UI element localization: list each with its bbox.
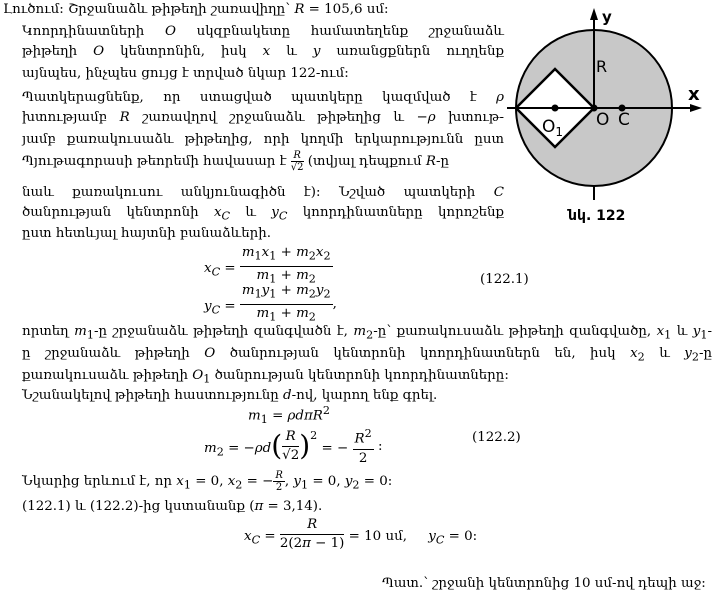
figure-caption: նկ. 122 (568, 208, 626, 224)
eq-1221-number: (122.1) (480, 272, 529, 287)
para3-line2: խտությամբ R շառավղով շրջանաձև թիթեղից և −ρ խտութ- (22, 110, 504, 125)
figure-122 (506, 4, 706, 204)
label-O1: $O_1$ (542, 117, 564, 139)
y-arrow-icon (590, 8, 598, 20)
eq-yc: $y_C$ = $\frac{m_1y_1 + m_2y_2}{m_1 + m_2}$ , (204, 283, 337, 324)
para3-line3: յամբ քառակուսաձև թիթեղից, որի կողմի երկարությունն ըստ (22, 132, 504, 147)
label-x: x (688, 84, 700, 105)
para7: (122.1) և (122.2)-ից կստանանք (π = 3,14). (22, 499, 323, 514)
solution-intro: Լուծում: Շրջանաձև թիթեղի շառավիղը՝ R = 105,6 սմ: (3, 2, 389, 17)
para3-line6: ծանրության կենտրոնի $x_C$ և $y_C$ կոորդինատները կորոշենք (22, 205, 505, 223)
para6: Նկարից երևում է, որ $x_1 = 0$, $x_2$ = − $\frac{R}{2}$ , $y_1 = 0$, $y_2 = 0$: (22, 470, 393, 493)
para3-line4: Պյութագորասի թեորեմի հավասար է $\frac{R}{√2}$ (տվյալ դեպքում R-ը (22, 150, 450, 173)
eq-1222-number: (122.2) (472, 430, 521, 445)
para2-line2: թիթեղի O կենտրոնին, իսկ x և y առանցքներն ուղղենք (22, 44, 504, 59)
eq-result: $x_C$ = $\frac{R}{2(2\pi - 1)}$ = 10 սմ, $y_C = 0$: (244, 517, 478, 551)
eq-m2: $m_2 = -\rho d$( $\frac{R}{√2}$ )$^2$ = − $\frac{R^2}{2}$ : (204, 427, 383, 466)
eq-m1: $m_1 = \rho d\pi R^2$ (248, 404, 330, 427)
para3-line7: ըստ հետևյալ հայտնի բանաձևերի. (22, 226, 272, 241)
para2-line1: Կոորդինատների O սկզբնակետը համատեղենք շրջանաձև (22, 24, 504, 39)
label-O: O (596, 110, 610, 130)
label-R: R (596, 57, 608, 76)
para2-line3: այնպես, ինչպես ցույց է տրված նկար 122-ում: (22, 66, 349, 81)
point-O1 (552, 105, 559, 112)
x-arrow-icon (690, 104, 702, 112)
para3-line1: Պատկերացնենք, որ ստացված պատկերը կազմված է ρ (22, 90, 504, 105)
para4-line3: քառակուսաձև թիթեղի $O_1$ ծանրության կենտրոնի կոորդինատները: (22, 368, 509, 386)
para4-line1: որտեղ $m_1-ը$ շրջանաձև թիթեղի զանգվածն է, $m_2-ը՝$ քառակուսաձև թիթեղի զանգվածը, $x_1$ և $y_1-$ (22, 324, 712, 342)
para5: Նշանակելով թիթեղի հաստությունը d-ով, կարող ենք գրել. (22, 388, 438, 403)
para4-line2: ը շրջանաձև թիթեղի O ծանրության կենտրոնի կոորդինատներն են, իսկ $x_2$ և $y_2-ը$ (22, 346, 712, 364)
para3-line5: նաև քառակուսու անկյունագիծն է): Նշված պատկերի C (22, 185, 504, 200)
eq-xc: $x_C$ = $\frac{m_1x_1 + m_2x_2}{m_1 + m_2}$ (204, 245, 331, 286)
answer: Պատ.՝ շրջանի կենտրոնից 10 սմ-ով դեպի աջ: (382, 576, 706, 591)
label-y: y (602, 8, 612, 26)
label-C: C (618, 110, 630, 130)
